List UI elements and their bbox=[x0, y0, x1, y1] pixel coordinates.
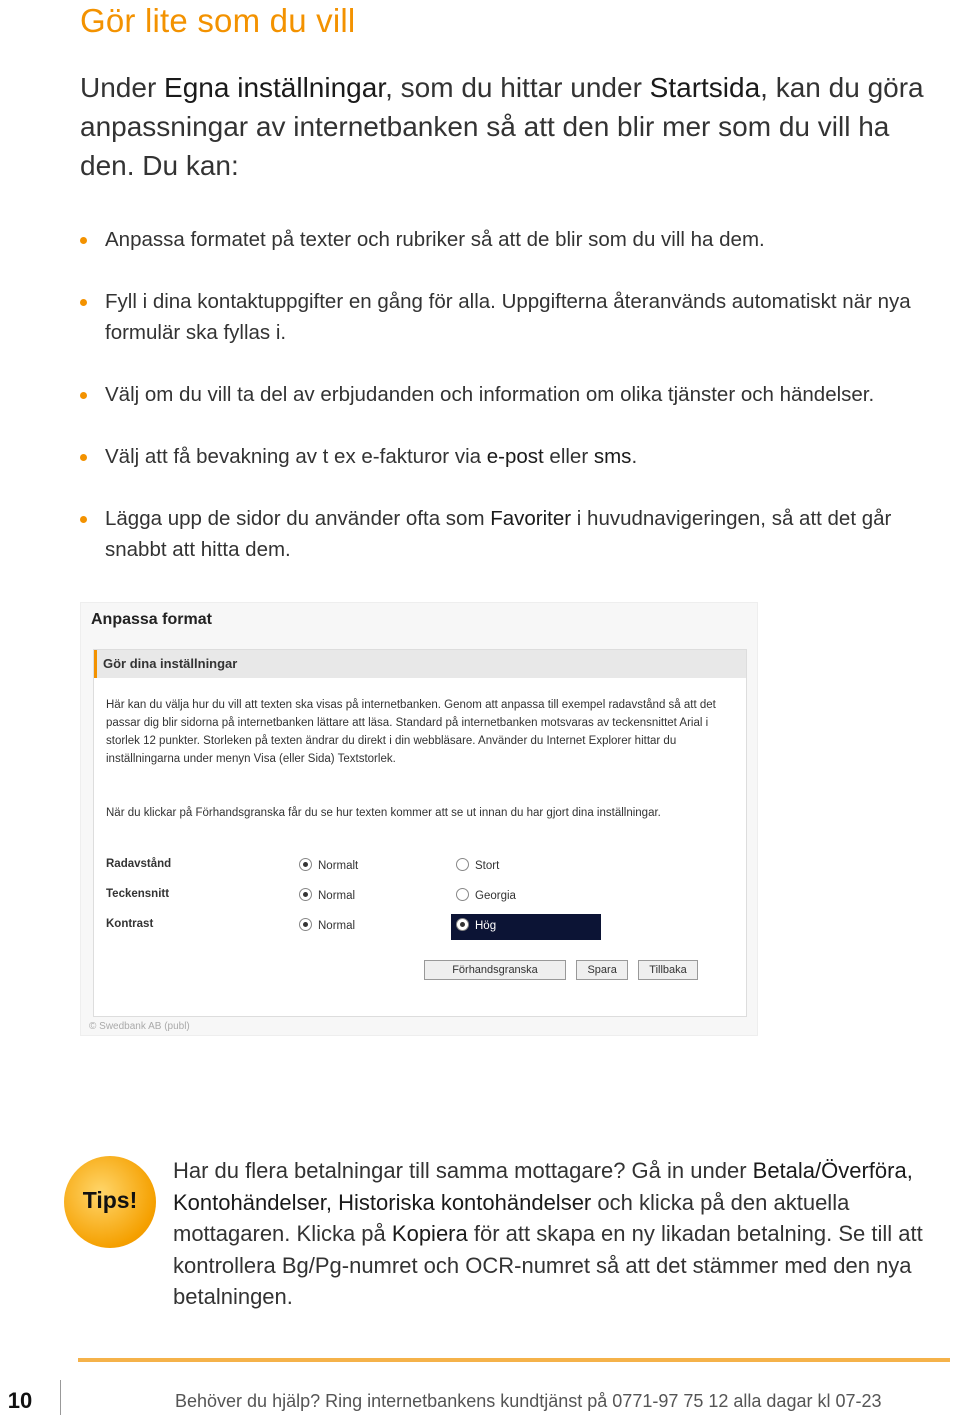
footer-divider bbox=[78, 1358, 950, 1362]
tips-menu-path: Betala/Överföra, Kontohändelser, Historiska kontohändelser bbox=[173, 1158, 913, 1215]
list-item bbox=[80, 441, 940, 472]
tips-badge bbox=[64, 1156, 156, 1248]
list-item-text: i huvudnavigeringen, så att det går snabbt att hitta dem. bbox=[105, 507, 892, 561]
term-e-post: e-post bbox=[486, 445, 544, 468]
radio-selected-icon bbox=[299, 858, 312, 871]
tips-text: Har du flera betalningar till samma mottagare? Gå in under bbox=[173, 1158, 753, 1183]
radio-selected-icon bbox=[299, 918, 312, 931]
feature-list bbox=[80, 224, 940, 565]
setting-label: Radavstånd bbox=[106, 858, 172, 870]
link-egna-installningar: Egna inställningar bbox=[164, 72, 386, 103]
radio-option[interactable] bbox=[299, 858, 358, 872]
radio-label: Normal bbox=[318, 890, 356, 902]
link-startsida: Startsida bbox=[649, 72, 761, 103]
button-bar bbox=[424, 960, 704, 980]
list-item bbox=[80, 503, 940, 565]
list-item: Fyll i dina kontaktuppgifter en gång för alla. Uppgifterna återanvänds automatiskt när nya formulär ska fyllas i. bbox=[80, 286, 940, 348]
radio-option[interactable] bbox=[456, 918, 496, 932]
radio-option[interactable] bbox=[299, 888, 355, 902]
intro-text-2: , som du hittar under bbox=[385, 72, 650, 103]
radio-label: Georgia bbox=[475, 890, 516, 902]
intro-paragraph bbox=[80, 68, 940, 185]
setting-row-kontrast bbox=[106, 914, 726, 940]
copyright-note: © Swedbank AB (publ) bbox=[89, 1021, 190, 1032]
tips-kopiera: Kopiera bbox=[391, 1221, 468, 1246]
panel-header bbox=[94, 650, 746, 678]
save-button[interactable]: Spara bbox=[576, 960, 627, 980]
panel-heading: Gör dina inställningar bbox=[103, 656, 238, 671]
screenshot-title: Anpassa format bbox=[91, 611, 212, 628]
list-item-text: . bbox=[631, 445, 638, 468]
list-item-text: eller bbox=[543, 445, 594, 468]
panel-paragraph: Här kan du välja hur du vill att texten ska visas på internetbanken. Genom att anpassa till exempel radavstånd så att det passar dig blir sidorna på internetbanken lättare att läsa. Standard på internetbanken motsvaras av teckensnittet Arial i storlek 12 punkter. Storleken på texten ändrar du direkt i din webbläsare. Använder du Internet Explorer hittar du inställningarna under menyn Visa (eller Sida) Textstorlek. bbox=[106, 699, 716, 765]
radio-option[interactable] bbox=[456, 858, 499, 872]
radio-label: Hög bbox=[475, 920, 497, 932]
term-favoriter: Favoriter bbox=[490, 507, 572, 530]
radio-label: Stort bbox=[475, 860, 500, 872]
footer-text: Behöver du hjälp? Ring internetbankens kundtjänst på 0771-97 75 12 alla dagar kl 07-23 bbox=[175, 1391, 882, 1411]
radio-selected-icon bbox=[299, 888, 312, 901]
list-item: Anpassa formatet på texter och rubriker så att de blir som du vill ha dem. bbox=[80, 224, 940, 255]
list-item-text: Lägga upp de sidor du använder ofta som bbox=[105, 507, 491, 530]
setting-row-teckensnitt bbox=[106, 884, 726, 910]
tips-text: för att skapa en ny likadan betalning. Se till att kontrollera Bg/Pg-numret och OCR-numret så att det stämmer med den nya betalningen. bbox=[173, 1221, 923, 1309]
settings-screenshot bbox=[80, 602, 758, 1036]
radio-option[interactable] bbox=[456, 888, 516, 902]
panel-paragraph: När du klickar på Förhandsgranska får du se hur texten kommer att se ut innan du har gjort dina inställningar. bbox=[106, 807, 661, 819]
back-button[interactable]: Tillbaka bbox=[638, 960, 698, 980]
tips-label: Tips! bbox=[82, 1187, 138, 1213]
footer-separator bbox=[60, 1380, 61, 1415]
setting-label: Kontrast bbox=[106, 918, 154, 930]
radio-label: Normal bbox=[318, 920, 356, 932]
list-item-text: Välj att få bevakning av t ex e-fakturor via bbox=[105, 445, 487, 468]
setting-row-radavstand bbox=[106, 854, 726, 880]
intro-text-3: , kan du göra anpassningar av internetbanken så att den blir mer som du vill ha den. Du kan: bbox=[80, 72, 924, 181]
radio-option[interactable] bbox=[299, 918, 355, 932]
settings-panel bbox=[93, 649, 747, 1017]
list-item: Välj om du vill ta del av erbjudanden och information om olika tjänster och händelser. bbox=[80, 379, 940, 410]
page-title: Gör lite som du vill bbox=[80, 2, 356, 39]
intro-text-1: Under bbox=[80, 72, 165, 103]
tips-text: och klicka på den aktuella mottagaren. Klicka på bbox=[173, 1189, 850, 1246]
term-sms: sms bbox=[593, 445, 632, 468]
tips-paragraph bbox=[173, 1155, 933, 1313]
preview-button[interactable]: Förhandsgranska bbox=[424, 960, 566, 980]
setting-label: Teckensnitt bbox=[106, 888, 170, 900]
highlighted-option[interactable] bbox=[451, 914, 601, 940]
radio-selected-icon bbox=[456, 918, 469, 931]
radio-empty-icon bbox=[456, 858, 469, 871]
radio-empty-icon bbox=[456, 888, 469, 901]
radio-label: Normalt bbox=[318, 860, 359, 872]
page-number: 10 bbox=[7, 1388, 33, 1413]
